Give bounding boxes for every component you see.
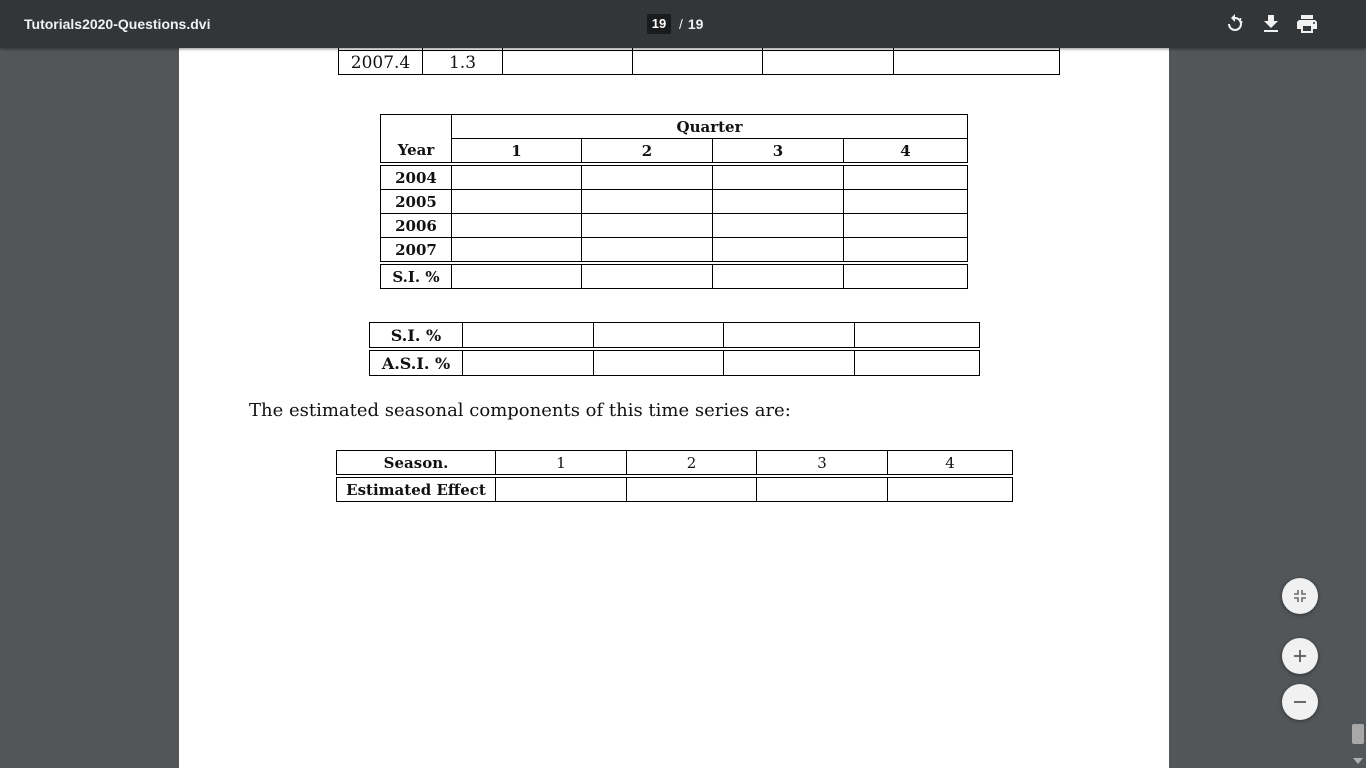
empty-cell — [582, 190, 713, 214]
table-row — [339, 51, 1060, 75]
empty-cell — [452, 190, 582, 214]
empty-cell — [452, 265, 582, 289]
empty-cell — [844, 166, 968, 190]
quarter-number: 2 — [582, 139, 713, 163]
table-row — [337, 451, 1013, 475]
empty-cell — [594, 351, 724, 376]
year-label: 2006 — [381, 214, 452, 238]
asi-label: A.S.I. % — [370, 351, 463, 376]
empty-cell — [452, 214, 582, 238]
scroll-down-arrow-icon[interactable] — [1353, 758, 1363, 764]
page-number-input[interactable]: 19 — [647, 14, 671, 34]
page-indicator — [647, 0, 703, 48]
scrollbar-thumb[interactable] — [1352, 724, 1364, 744]
empty-cell — [713, 265, 844, 289]
vertical-scrollbar[interactable] — [1350, 48, 1366, 768]
season-number: 3 — [757, 451, 888, 475]
empty-cell — [844, 190, 968, 214]
empty-cell — [844, 214, 968, 238]
empty-cell — [582, 166, 713, 190]
zoom-out-icon[interactable] — [1282, 684, 1318, 720]
empty-cell — [713, 190, 844, 214]
quarter-number: 1 — [452, 139, 582, 163]
season-effect-table — [336, 450, 1013, 502]
table-row — [370, 351, 980, 376]
table-row — [381, 238, 968, 262]
season-label: Season. — [337, 451, 496, 475]
quarter-header: Quarter — [452, 115, 968, 139]
season-number: 4 — [888, 451, 1013, 475]
empty-cell — [582, 265, 713, 289]
table-row — [381, 139, 968, 163]
empty-cell — [496, 478, 627, 502]
adjusted-index-table — [369, 322, 980, 376]
effect-label: Estimated Effect — [337, 478, 496, 502]
empty-cell — [713, 166, 844, 190]
quarter-table — [380, 114, 968, 289]
empty-cell — [724, 351, 855, 376]
empty-cell — [463, 351, 594, 376]
empty-cell — [888, 478, 1013, 502]
si-label: S.I. % — [370, 323, 463, 348]
year-label: 2005 — [381, 190, 452, 214]
empty-cell — [855, 323, 980, 348]
pdf-toolbar — [0, 0, 1366, 48]
year-header: Year — [381, 139, 452, 163]
empty-cell — [582, 214, 713, 238]
download-icon[interactable] — [1259, 12, 1283, 36]
empty-cell — [594, 323, 724, 348]
table-row — [381, 214, 968, 238]
document-title: Tutorials2020-Questions.dvi — [24, 16, 211, 32]
print-icon[interactable] — [1295, 12, 1319, 36]
empty-cell — [844, 238, 968, 262]
rotate-icon[interactable] — [1223, 12, 1247, 36]
time-cell: 2007.4 — [339, 51, 423, 75]
empty-cell — [844, 265, 968, 289]
table-row — [370, 323, 980, 348]
value-cell: 1.3 — [423, 51, 503, 75]
empty-cell — [713, 238, 844, 262]
empty-cell — [627, 478, 757, 502]
empty-cell — [757, 478, 888, 502]
empty-cell — [894, 51, 1060, 75]
table-row — [381, 166, 968, 190]
empty-cell — [503, 51, 633, 75]
blank-cell — [381, 115, 452, 139]
table-row — [381, 265, 968, 289]
pdf-page — [179, 0, 1169, 768]
si-label: S.I. % — [381, 265, 452, 289]
table-row — [337, 478, 1013, 502]
year-label: 2007 — [381, 238, 452, 262]
empty-cell — [582, 238, 713, 262]
empty-cell — [452, 238, 582, 262]
table-row — [381, 190, 968, 214]
page-separator: / — [679, 16, 683, 32]
empty-cell — [724, 323, 855, 348]
quarter-number: 4 — [844, 139, 968, 163]
empty-cell — [633, 51, 763, 75]
quarter-number: 3 — [713, 139, 844, 163]
year-label: 2004 — [381, 166, 452, 190]
empty-cell — [452, 166, 582, 190]
page-total: 19 — [687, 16, 704, 32]
body-text: The estimated seasonal components of this time series are: — [249, 400, 791, 421]
table-row — [381, 115, 968, 139]
season-number: 2 — [627, 451, 757, 475]
empty-cell — [463, 323, 594, 348]
empty-cell — [763, 51, 894, 75]
empty-cell — [713, 214, 844, 238]
empty-cell — [855, 351, 980, 376]
fit-page-icon[interactable] — [1282, 578, 1318, 614]
season-number: 1 — [496, 451, 627, 475]
zoom-in-icon[interactable] — [1282, 638, 1318, 674]
